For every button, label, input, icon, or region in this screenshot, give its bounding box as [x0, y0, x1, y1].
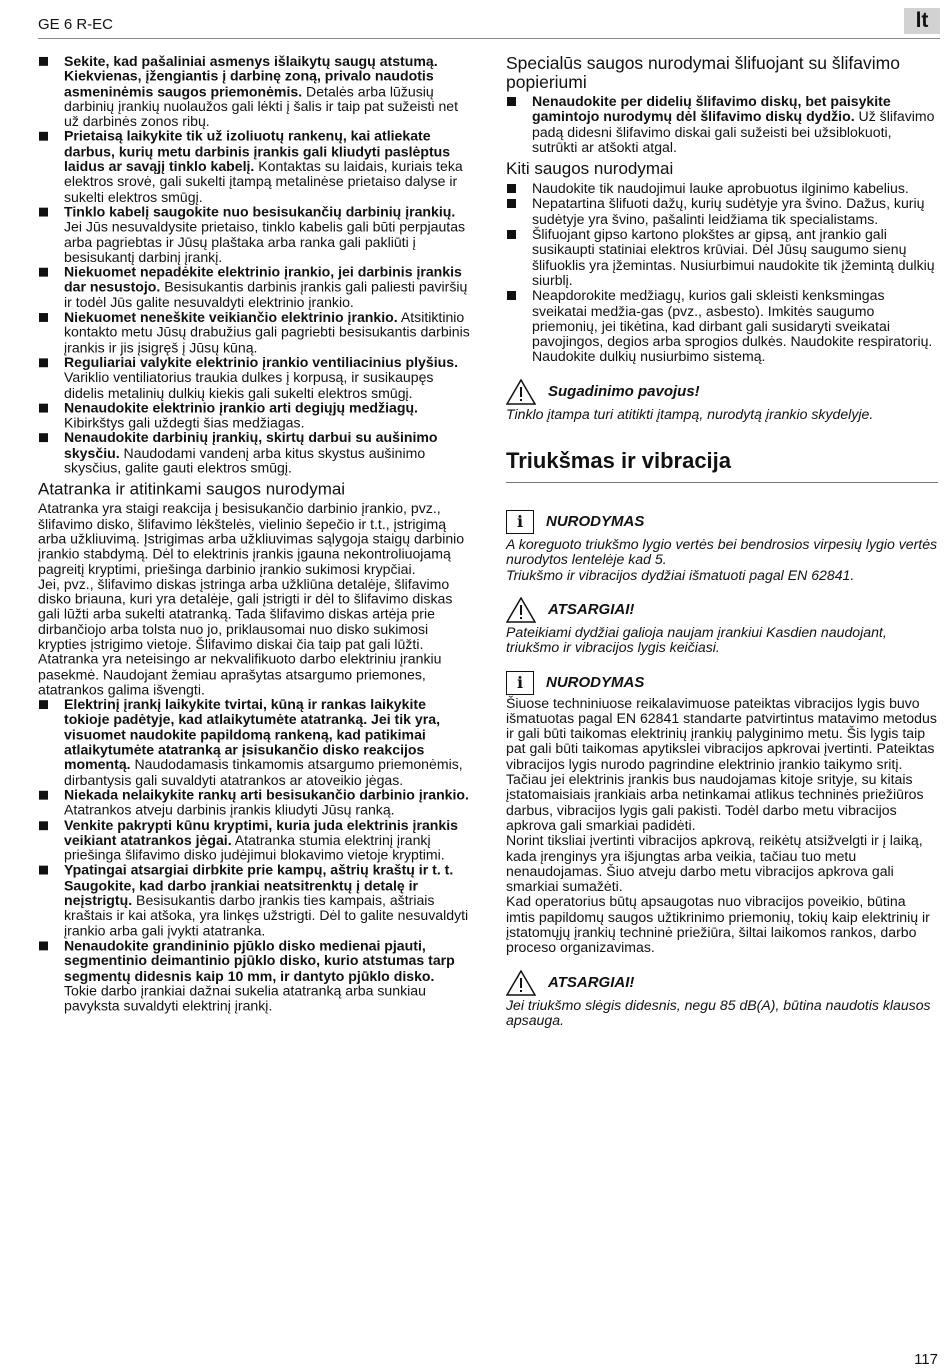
noise-heading: Triukšmas ir vibracija — [506, 448, 938, 483]
item-text: Naudodamasis tinkamomis atsargumo priemonėmis, dirbantysis gali suvaldyti atatrankos ar atoveikio jėgas. — [64, 756, 463, 788]
item-text: Jei Jūs nesuvaldysite prietaiso, tinklo kabelis gali būti perpjautas arba pagriebtas ir Jūsų plaštaka arba ranka gali pakliūti į besisukantį darbinį įrankį. — [64, 218, 466, 265]
item-text: Kontaktas su laidais, kuriais teka elektros srovė, gali sukelti įtampą metalinėse prietaiso dalyse ir sukelti elektros smūgį. — [64, 158, 463, 205]
item-bold-text: Tinklo kabelį saugokite nuo besisukančių darbinių įrankių. — [64, 203, 456, 220]
warning-icon — [506, 597, 536, 623]
item-text: Atatranka stumia elektrinį įrankį priešinga šlifavimo disko judėjimui blokavimo vietoje kryptimi. — [64, 831, 445, 863]
item-bold-text: Reguliariai valykite elektrinio įrankio ventiliacinius plyšius. — [64, 354, 458, 371]
list-item — [38, 401, 470, 431]
other-heading: Kiti saugos nurodymai — [506, 159, 674, 179]
page-number: 117 — [914, 1351, 938, 1368]
damage-title: Sugadinimo pavojus! — [548, 383, 700, 401]
other-list — [506, 181, 938, 349]
caution-1 — [506, 597, 938, 656]
info-icon: i — [506, 510, 534, 534]
list-item — [38, 788, 470, 818]
list-item — [38, 355, 470, 400]
warning-icon — [506, 970, 536, 996]
caution1-text: Pateikiami dydžiai galioja naujam įrankiui Kasdien naudojant, triukšmo ir vibracijos lygis keičiasi. — [506, 623, 887, 656]
warning-icon — [506, 379, 536, 405]
list-item — [38, 431, 470, 476]
item-text: Atatrankos atveju darbinis įrankis kliudyti Jūsų ranką. — [64, 801, 395, 818]
damage-text: Tinklo įtampa turi atitikti įtampą, nurodytą įrankio skydelyje. — [506, 405, 874, 422]
list-item: Šlifuojant gipso kartono plokštes ar gipsą, ant įrankio gali susikaupti statiniai elektros krūviai. Dėl Jūsų saugumo sienų šlifuoklis yra įžemintas. Nusiurbimui naudokite tik įžemintą dulkių siurblį. — [506, 227, 938, 288]
header-divider — [38, 38, 940, 39]
caution2-title: ATSARGIAI! — [548, 973, 635, 991]
language-badge: lt — [904, 8, 940, 34]
caution-2 — [506, 970, 938, 1029]
info-icon: i — [506, 671, 534, 695]
dust-note: Naudokite dulkių nusiurbimo sistemą. — [532, 348, 766, 365]
list-item: Naudokite tik naudojimui lauke aprobuotus ilginimo kabelius. — [506, 181, 938, 196]
item-bold-text: Nenaudokite darbinių įrankių, skirtų darbui su aušinimo skysčiu. — [64, 429, 438, 461]
list-item: Neapdorokite medžiagų, kurios gali skleisti kenksmingas sveikatai medžia-gas (pvz., asbesto). Imkitės saugumo priemonių, jei tikėtina, kad dirbant gali susidaryti sveikatai pavojingos, degios arba sprogios dulkės. Naudokite respiratorių. — [506, 288, 938, 349]
item-text: Variklio ventiliatorius traukia dulkes į korpusą, ir susikaupęs didelis metalinių dulkių kiekis gali sukelti elektros smūgį. — [64, 369, 434, 401]
item-text: Atsitiktinio kontakto metu Jūsų drabužius gali pagriebti besisukantis darbinis įrankis ir jis įsigręš į Jūsų kūną. — [64, 309, 470, 356]
list-item — [38, 863, 470, 938]
special-list — [506, 94, 938, 155]
note2-title: NURODYMAS — [546, 673, 645, 691]
item-bold-text: Prietaisą laikykite tik už izoliuotų rankenų, kai atliekate darbus, kurių metu darbinis įrankis gali kliudyti paslėptus laidus ar savąjį tinklo kabelį. — [64, 128, 451, 175]
item-text: Tokie darbo įrankiai dažnai sukelia atatranką arba sunkiau pavyksta suvaldyti elektrinį įrankį. — [64, 982, 426, 1014]
note1-title: NURODYMAS — [546, 513, 645, 531]
right-column — [506, 54, 938, 1028]
kickback-heading: Atatranka ir atitinkami saugos nurodymai — [38, 479, 346, 499]
list-item — [38, 205, 470, 265]
safety-list — [38, 54, 470, 476]
caution2-text: Jei triukšmo slėgis didesnis, negu 85 dB(A), būtina naudotis klausos apsauga. — [506, 996, 931, 1028]
item-bold-text: Ypatingai atsargiai dirbkite prie kampų, aštrių kraštų ir t. t. Saugokite, kad darbo įrankiai neatsitrenktų į detalę ir neįstrigtų. — [64, 862, 454, 909]
item-bold-text: Nenaudokite grandininio pjūklo disko medienai pjauti, segmentinio deimantinio pjūklo disko, kurio atstumas tarp segmentų didesnis kaip 10 mm, ir dantyto pjūklo disko. — [64, 937, 455, 984]
item-bold-text: Elektrinį įrankį laikykite tvirtai, kūną ir rankas laikykite tokioje padėtyje, kad atlaikytumėte atatranką. Jei tik yra, visuomet naudokite papildomą rankeną, kad patikimai atlaikytumėte atatranką ar įsisukančio disko reakcijos momentą. — [64, 696, 440, 773]
kickback-list — [38, 697, 470, 1013]
item-bold-text: Sekite, kad pašaliniai asmenys išlaikytų saugų atstumą. Kiekvienas, įžengiantis į darbinę zoną, privalo naudotis asmeninėmis saugos priemonėmis. — [64, 53, 438, 99]
damage-warning — [506, 379, 938, 422]
list-item — [38, 265, 470, 310]
item-text: Naudodami vandenį arba kitus skystus aušinimo skysčius, galite gauti elektros smūgį. — [64, 444, 426, 476]
item-bold-text: Niekada nelaikykite rankų arti besisukančio darbinio įrankio. — [64, 786, 469, 803]
item-bold-text: Venkite pakrypti kūnu kryptimi, kuria juda elektrinis įrankis veikiant atatrankos jėgai. — [64, 816, 458, 848]
list-item: Nepatartina šlifuoti dažų, kurių sudėtyje yra švino. Dažus, kurių sudėtyje yra švino, pašalinti leidžiama tik specialistams. — [506, 196, 938, 227]
model-name: GE 6 R-EC — [38, 16, 114, 33]
item-text: Už šlifavimo padą didesni šlifavimo diskai gali sužeisti bei užsiblokuoti, sutrūkti ar atšokti atgal. — [532, 108, 935, 155]
paragraph: Kad operatorius būtų apsaugotas nuo vibracijos poveikio, būtina imtis papildomų saugos užtikrinimo priemonių, tokių kaip elektrinių ir įstatomųjų įrankių techninė priežiūra, šiltai laikomos rankos, darbo proceso organizavimas. — [506, 893, 930, 956]
kickback-text — [38, 501, 470, 697]
note-1 — [506, 509, 938, 583]
list-item — [38, 938, 470, 1013]
caution1-title: ATSARGIAI! — [548, 601, 635, 619]
list-item — [38, 697, 470, 787]
note-2 — [506, 670, 938, 956]
item-text: Kibirkštys gali uždegti šias medžiagas. — [64, 414, 305, 431]
list-item — [506, 94, 938, 155]
paragraph: Šiuose techniniuose reikalavimuose pateiktas vibracijos lygis buvo išmatuotas pagal EN 62841 standarte patvirtintus matavimo metodus ir gali būti taikomas elektrinių įrankių palyginimo metu. Šis lygis taip pat gali būti taikomas apytikslei vibracijos apkrovai įvertinti. Pateiktas vibracijos lygis nurodo pagrindine elektrinio įrankio taikymo sritį. — [506, 694, 937, 772]
item-bold-text: Nenaudokite per didelių šlifavimo diskų, bet paisykite gamintojo nurodymų dėl šlifavimo diskų dydžio. — [532, 93, 891, 125]
list-item — [38, 54, 470, 129]
item-text: Besisukantis darbinis įrankis gali paliesti paviršių ir todėl Jūs galite nesuvaldyti elektrinio įrankio. — [64, 279, 468, 310]
paragraph: Atatranka yra staigi reakcija į besisukančio darbinio įrankio, pvz., šlifavimo disko, šlifavimo lėkštelės, vielinio šepečio ir t.t., įstrigimą arba užkliuvimą. Įstrigimas arba užkliuvimas sąlygoja staigų darbinio įrankio stabdymą. Dėl to elektrinis įrankis įgauna nekontroliuojamą pagreitį kryptimi, priešinga darbinio įrankio sukimosi krypčiai. — [38, 500, 465, 577]
note1-text: A koreguoto triukšmo lygio vertės bei bendrosios virpesių lygio vertės nurodytos lentelėje kad 5. Triukšmo ir vibracijos dydžiai išmatuoti pagal EN 62841. — [506, 536, 938, 583]
item-bold-text: Niekuomet neneškite veikiančio elektrinio įrankio. — [64, 309, 398, 325]
note2-text — [506, 696, 938, 956]
item-bold-text: Nenaudokite elektrinio įrankio arti degiųjų medžiagų. — [64, 399, 418, 416]
list-item — [38, 818, 470, 863]
item-text: Detalės arba lūžusių darbinių įrankių nuolaužos gali lėkti į šalis ir taip pat sužeisti net už darbinės zonos ribų. — [64, 83, 459, 130]
paragraph: Jei, pvz., šlifavimo diskas įstringa arba užkliūna detalėje, šlifavimo disko briauna, kuri yra detalėje, gali įstrigti ir dėl to šlifavimo diskas gali lūžti arba sukelti atatranką. Tada šlifavimo diskas artėja prie dirbančiojo arba tolsta nuo jo, priklausomai nuo disko sukimosi krypties įstrigimo vietoje. Šlifavimo diskai čia taip pat gali lūžti. — [38, 575, 453, 652]
list-item — [38, 310, 470, 355]
paragraph: Norint tiksliai įvertinti vibracijos apkrovą, reikėtų atsižvelgti ir į laiką, kada įrenginys yra išjungtas arba veikia, tačiau tuo metu nenaudojamas. Šiuo atveju darbo metu vibracijos apkrova gali smarkiai sumažėti. — [506, 832, 923, 895]
paragraph: Tačiau jei elektrinis įrankis bus naudojamas kitoje srityje, su kitais įstatomaisiais įrankiais arba netinkamai atlikus techninės priežiūros darbus, vibracijos lygis gali pakisti. Todėl darbo metu vibracijos apkrova gali smarkiai padidėti. — [506, 771, 924, 833]
special-heading: Specialūs saugos nurodymai šlifuojant su šlifavimo popieriumi — [506, 53, 900, 92]
list-item — [38, 129, 470, 204]
paragraph: Atatranka yra neteisingo ar nekvalifikuoto darbo elektriniu įrankiu pasekmė. Naudojant žemiau aprašytas atsargumo priemones, atatrankos galima išvengti. — [38, 651, 442, 698]
item-text: Besisukantis darbo įrankis ties kampais, aštriais kraštais ir kai atšoka, yra linkęs užstrigti. Dėl to galite nesuvaldyti įrankio arba gali įvykti atatranka. — [64, 892, 469, 939]
left-column — [38, 54, 470, 1014]
item-bold-text: Niekuomet nepadėkite elektrinio įrankio, jei darbinis įrankis dar nesustojo. — [64, 263, 462, 295]
